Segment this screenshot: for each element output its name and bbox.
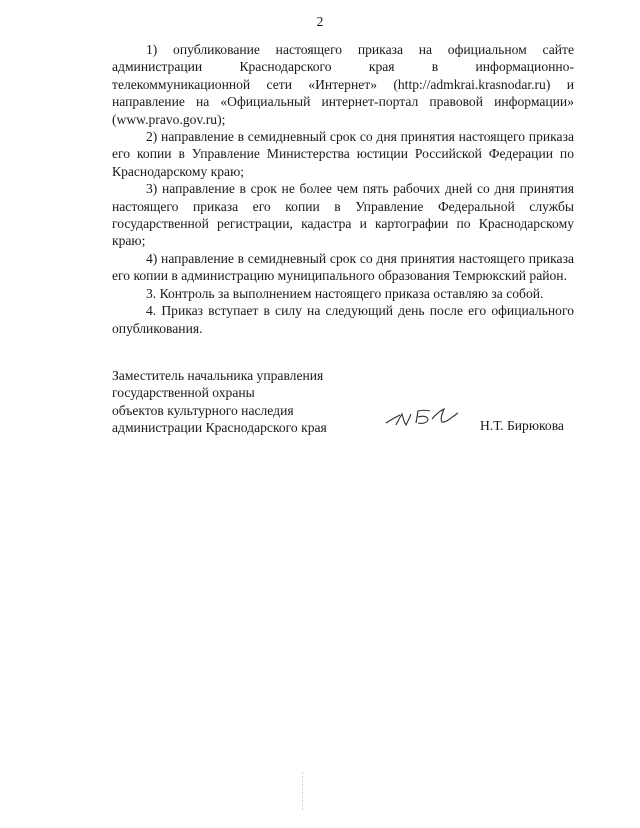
paragraph-control: 3. Контроль за выполнением настоящего приказа оставляю за собой.	[146, 285, 544, 301]
order-body	[112, 41, 574, 337]
paragraph-municipality: 4) направление в семидневный срок со дня принятия настоящего приказа его копии в администрацию муниципального образования Темрюкский район.	[112, 250, 574, 284]
signer-position-line: администрации Краснодарского края	[112, 420, 327, 436]
paragraph-federal-service: 3) направление в срок не более чем пять рабочих дней со дня принятия настоящего приказа его копии в Управление Федеральной службы государственной регистрации, кадастра и картографии по Краснодарскому краю;	[112, 181, 574, 249]
handwritten-signature	[384, 405, 466, 431]
signer-position-line: Заместитель начальника управления	[112, 368, 324, 383]
signature-block	[112, 367, 582, 437]
signer-position-line: государственной охраны	[112, 385, 255, 401]
page-number: 2	[316, 14, 324, 29]
paragraph-publication: 1) опубликование настоящего приказа на официальном сайте администрации Краснодарского края в информационно-телекоммуникационной сети «Интернет» (http://admkrai.krasnodar.ru) и направление на «Официальный интернет-портал правовой информации» (www.pravo.gov.ru);	[112, 42, 574, 127]
signer-position-line: объектов культурного наследия	[112, 402, 294, 418]
signer-name: Н.Т. Бирюкова	[480, 418, 564, 433]
scan-artifact-line	[302, 772, 303, 812]
paragraph-entry-into-force: 4. Приказ вступает в силу на следующий день после его официального опубликования.	[112, 303, 574, 336]
paragraph-ministry-of-justice: 2) направление в семидневный срок со дня принятия настоящего приказа его копии в Управление Министерства юстиции Российской Федерации по Краснодарскому краю;	[112, 129, 574, 179]
